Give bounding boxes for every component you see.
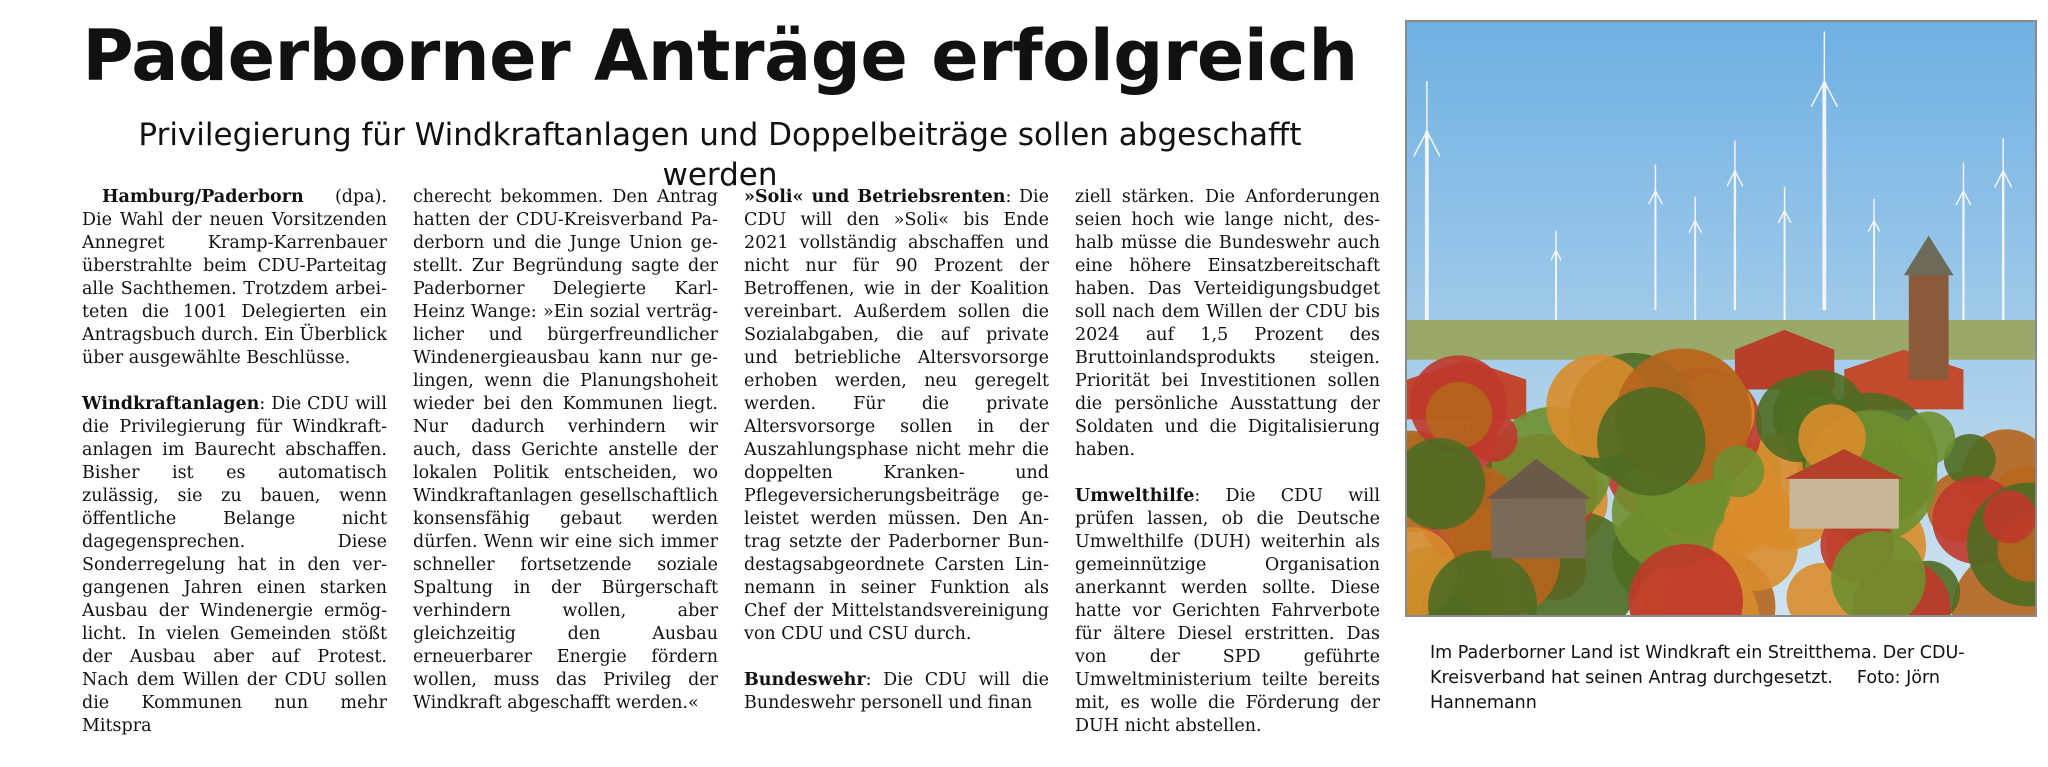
section-keyword: »Soli« und Betriebsrenten [744,187,1006,207]
photo-caption [1430,641,2010,716]
section-keyword: Umwelthilfe [1075,486,1195,506]
dateline: Hamburg/Paderborn [102,187,304,207]
paragraph-text: Die Wahl der neuen Vorsitzenden Annegret Kramp-Karrenbauer überstrahlte beim CDU-Parteitag alle Sachthemen. Trotzdem arbeiteten die 1001 Delegierten ein Antragsbuch durch. Ein Überblick über ausgewählte Beschlüsse. [82,210,387,368]
paragraph [1075,485,1380,738]
paragraph [413,186,718,715]
dateline-source: (dpa). [303,187,387,207]
paragraph-text: : Die CDU will die Bundeswehr personell und finan [744,670,1049,713]
section-keyword: Windkraftanlagen [82,394,260,414]
article-column-2 [413,186,718,715]
paragraph-text: cherecht bekommen. Den Antrag hatten der CDU-Kreisverband Paderborn und die Junge Union gestellt. Zur Begründung sagte der Paderborner Delegierte Karl-Heinz Wange: »Ein sozial verträglicher und bürgerfreundlicher Windenergieausbau kann nur gelingen, wenn die Planungshoheit wieder bei den Kommunen liegt. Nur dadurch verhindern wir auch, dass Gerichte anstelle der lokalen Politik entscheiden, wo Windkraftanlagen gesellschaftlich konsensfähig gebaut werden dürfen. Wenn wir eine sich immer schneller fortsetzende soziale Spaltung in der Bürgerschaft verhindern wollen, aber gleichzeitig den Ausbau erneuerbarer Energie fördern wollen, muss das Privileg der Windkraft abgeschafft werden.« [413,187,718,713]
photo-credit: Foto: Jörn Hannemann [1430,668,1940,713]
section-keyword: Bundeswehr [744,670,866,690]
paragraph-text: : Die CDU will die Privilegierung für Windkraftanlagen im Baurecht abschaffen. Bisher ist es automatisch zulässig, sie zu bauen, wenn öffentliche Belange nicht dagegensprechen. Diese Sonderregelung hat in den vergangenen Jahren einen starken Ausbau der Windenergie ermöglicht. In vielen Gemeinden stößt der Ausbau aber auf Protest. Nach dem Willen der CDU sollen die Kommunen nun mehr Mitspra [82,394,387,736]
paragraph [82,393,387,738]
paragraph-text: : Die CDU will prüfen lassen, ob die Deutsche Umwelthilfe (DUH) weiterhin als gemeinnützige Organisation anerkannt werden sollte. Diese hatte vor Gerichten Fahrverbote für ältere Diesel erstritten. Das von der SPD geführte Umweltministerium teilte bereits mit, es wolle die Förderung der DUH nicht abstellen. [1075,486,1380,736]
subheadline: Privilegierung für Windkraftanlagen und Doppelbeiträge sollen abgeschafft werden [138,117,1302,193]
headline: Paderborner Anträge erfolgreich [82,15,1358,97]
paragraph [744,669,1049,715]
paragraph-text: : Die CDU will den »Soli« bis Ende 2021 vollständig abschaffen und nicht nur für 90 Prozent der Betroffenen, wie in der Koalition vereinbart. Außerdem sollen die Sozialabgaben, die auf private und betriebliche Altersvorsorge erhoben werden, neu geregelt werden. Für die private Altersvorsorge sollen in der Auszahlungsphase nicht mehr die doppelten Kranken- und Pflegeversicherungsbeiträge geleistet werden müssen. Den Antrag setzte der Paderborner Bundestagsabgeordnete Carsten Linnemann in seiner Funktion als Chef der Mittelstandsvereinigung von CDU und CSU durch. [744,187,1050,644]
paragraph [744,186,1049,646]
article-column-3 [744,186,1049,715]
paragraph [1075,186,1380,462]
article-column-1 [82,186,387,738]
article-column-4 [1075,186,1380,738]
paragraph-text: ziell stärken. Die Anforderungen seien hoch wie lange nicht, deshalb müsse die Bundeswehr auch eine höhere Einsatzbereitschaft haben. Das Verteidigungsbudget soll nach dem Willen der CDU bis 2024 auf 1,5 Prozent des Bruttoinlandsprodukts steigen. Priorität bei Investitionen sollen die persönliche Ausstattung der Soldaten und die Digitalisierung haben. [1075,187,1380,460]
paragraph [82,186,387,370]
wind-turbines-photo [1405,20,2037,617]
caption-text: Im Paderborner Land ist Windkraft ein Streitthema. Der CDU-Kreisverband hat seinen Antrag durchgesetzt. [1430,643,1965,688]
